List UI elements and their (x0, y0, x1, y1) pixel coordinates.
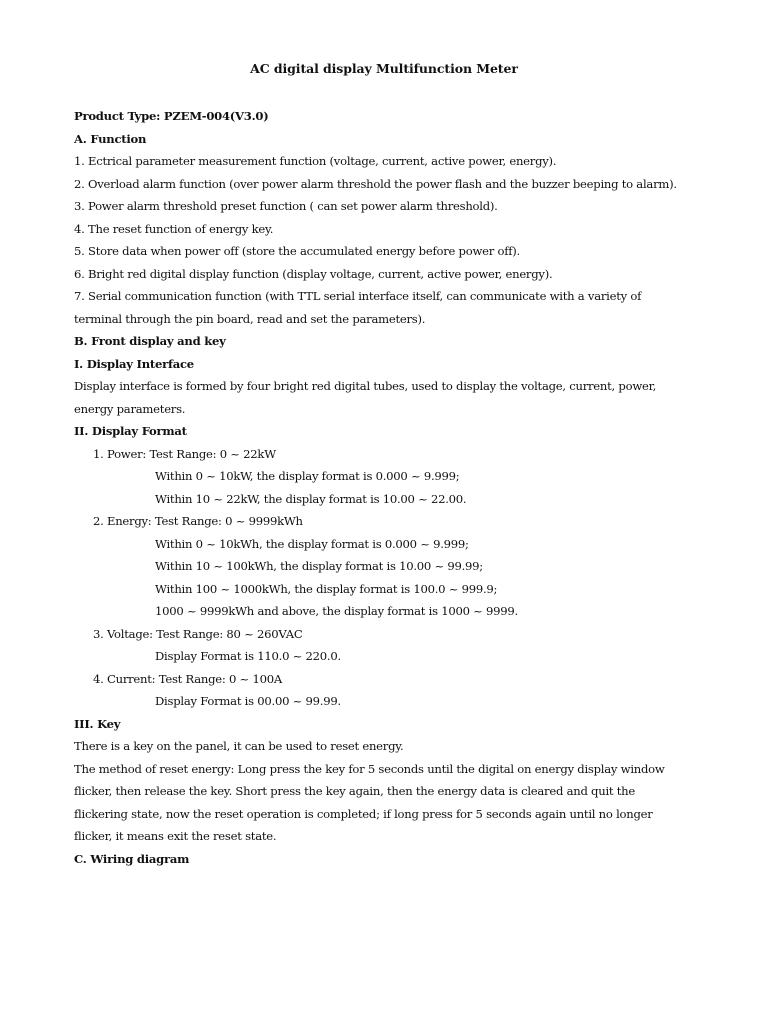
voltage-format-line: Display Format is 110.0 ~ 220.0. (155, 649, 341, 663)
function-item: 2. Overload alarm function (over power alarm threshold the power flash and the buzzer beeping to alarm). (74, 176, 677, 191)
document-title: AC digital display Multifunction Meter (250, 61, 518, 76)
power-format-line: Within 0 ~ 10kW, the display format is 0.000 ~ 9.999; (155, 469, 460, 483)
document-body (74, 105, 704, 870)
energy-format-line: 1000 ~ 9999kWh and above, the display format is 1000 ~ 9999. (155, 604, 518, 618)
function-item: 1. Ectrical parameter measurement function (voltage, current, active power, energy). (74, 154, 557, 168)
function-item: 3. Power alarm threshold preset function ( can set power alarm threshold). (74, 199, 498, 213)
energy-format-line: Within 100 ~ 1000kWh, the display format is 100.0 ~ 999.9; (155, 581, 498, 596)
power-range: 1. Power: Test Range: 0 ~ 22kW (93, 446, 276, 461)
energy-format-line: Within 10 ~ 100kWh, the display format is 10.00 ~ 99.99; (155, 559, 483, 573)
function-item: 6. Bright red digital display function (display voltage, current, active power, energy). (74, 266, 553, 281)
function-item: 7. Serial communication function (with TTL serial interface itself, can communicate with a variety of (74, 289, 642, 303)
display-interface-text: energy parameters. (74, 401, 186, 416)
section-c-heading: C. Wiring diagram (74, 851, 190, 866)
display-interface-text: Display interface is formed by four bright red digital tubes, used to display the voltage, current, power, (74, 379, 657, 393)
key-text: The method of reset energy: Long press the key for 5 seconds until the digital on energy display window (74, 761, 665, 776)
current-range: 4. Current: Test Range: 0 ~ 100A (93, 671, 282, 686)
energy-range: 2. Energy: Test Range: 0 ~ 9999kWh (93, 514, 303, 528)
function-item: 5. Store data when power off (store the accumulated energy before power off). (74, 244, 520, 258)
key-text: There is a key on the panel, it can be used to reset energy. (74, 739, 404, 753)
current-format-line: Display Format is 00.00 ~ 99.99. (155, 694, 341, 708)
section-b-heading: B. Front display and key (74, 334, 226, 348)
display-interface-heading: I. Display Interface (74, 356, 194, 371)
key-heading: III. Key (74, 716, 121, 731)
power-format-line: Within 10 ~ 22kW, the display format is 10.00 ~ 22.00. (155, 491, 467, 506)
key-text: flicker, it means exit the reset state. (74, 829, 277, 843)
energy-format-line: Within 0 ~ 10kWh, the display format is 0.000 ~ 9.999; (155, 536, 469, 551)
key-text: flicker, then release the key. Short press the key again, then the energy data is cleared and quit the (74, 784, 635, 798)
voltage-range: 3. Voltage: Test Range: 80 ~ 260VAC (93, 626, 303, 641)
display-format-heading: II. Display Format (74, 424, 187, 438)
product-type: Product Type: PZEM-004(V3.0) (74, 109, 269, 123)
function-item: 4. The reset function of energy key. (74, 221, 274, 236)
key-text: flickering state, now the reset operation is completed; if long press for 5 seconds again until no longer (74, 806, 653, 821)
section-a-heading: A. Function (74, 131, 147, 146)
function-item: terminal through the pin board, read and set the parameters). (74, 311, 426, 326)
